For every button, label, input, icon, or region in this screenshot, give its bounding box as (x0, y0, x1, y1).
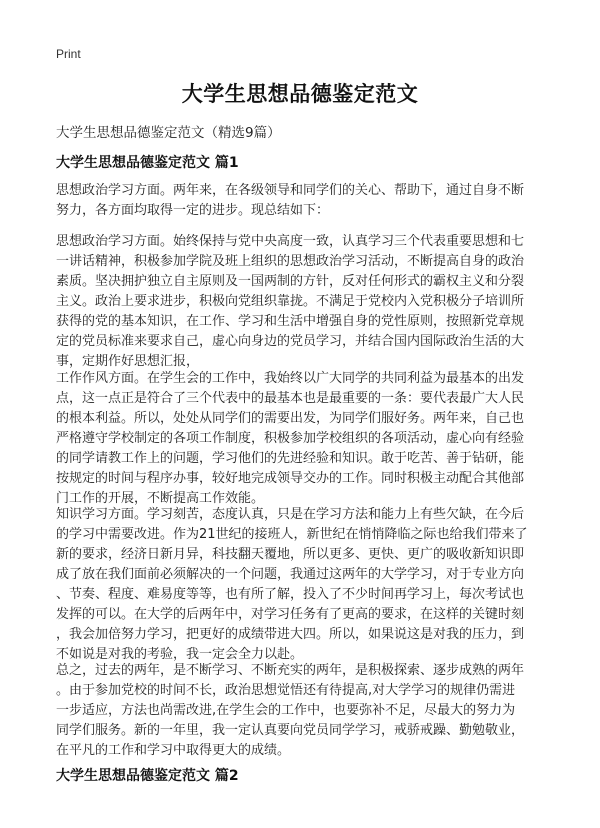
paragraph-line: 的同学请教工作上的问题，学习他们的先进经验和知识。敢于吃苦、善于钻研，能 (56, 451, 525, 466)
paragraph-line: 素质。坚决拥护独立自主原则及一国两制的方针，反对任何形式的霸权主义和分裂 (56, 274, 525, 289)
page-title: 大学生思想品德鉴定范文 (181, 82, 419, 106)
paragraph-line: 按规定的时间与程序办事，较好地完成领导交办的工作。同时积极主动配合其他部 (56, 471, 525, 486)
paragraph-line: 思想政治学习方面。两年来，在各级领导和同学们的关心、帮助下，通过自身不断 (56, 183, 525, 198)
paragraph-summary (56, 661, 548, 761)
paragraph-line: ，我会加倍努力学习，把更好的成绩带进大四。所以，如果说这是对我的压力，到 (56, 627, 525, 642)
paragraph-line: 。由于参加党校的时间不长，政治思想觉悟还有待提高,对大学学习的规律仍需进 (56, 683, 516, 698)
paragraph-line: 一步适应，方法也尚需改进,在学生会的工作中，也要弥补不足，尽最大的努力为 (56, 703, 516, 718)
paragraph-line: 主义。政治上要求进步，积极向党组织靠拢。不满足于党校内入党积极分子培训所 (56, 294, 525, 309)
paragraph-line: 的根本利益。所以，处处从同学们的需要出发，为同学们服好务。两年来，自己也 (56, 411, 525, 426)
print-link[interactable]: Print (56, 47, 81, 61)
paragraph-line: 不如说是对我的考验，我一定会全力以赴。 (56, 647, 304, 662)
paragraph-line: 获得的党的基本知识，在工作、学习和生活中增强自身的党性原则，按照新党章规 (56, 314, 525, 329)
paragraph-line: 、节奏、程度、难易度等等，也有所了解，投入了不少时间再学习上，每次考试也 (56, 587, 525, 602)
paragraph-intro (56, 181, 548, 221)
paragraph-line: 总之，过去的两年，是不断学习、不断充实的两年，是积极探索、逐步成熟的两年 (56, 663, 525, 678)
paragraph-line: 点，这一点正是符合了三个代表中的最基本也是最重要的一条：要代表最广大人民 (56, 391, 525, 406)
paragraph-line: 成了放在我们面前必须解决的一个问题，我通过这两年的大学学习，对于专业方向 (56, 567, 525, 582)
paragraph-line: 门工作的开展，不断提高工作效能。 (56, 491, 265, 506)
paragraph-line: 努力，各方面均取得一定的进步。现总结如下： (56, 203, 330, 218)
paragraph-line: 发挥的可以。在大学的后两年中，对学习任务有了更高的要求，在这样的关键时刻 (56, 607, 525, 622)
paragraph-line: 的学习中需要改进。作为21世纪的接班人，新世纪在悄悄降临之际也给我们带来了 (56, 527, 528, 542)
paragraph-work-style (56, 369, 548, 509)
paragraph-line: 同学们服务。新的一年里，我一定认真要向党员同学学习，戒骄戒躁、勤勉敬业， (56, 723, 525, 738)
paragraph-line: 在平凡的工作和学习中取得更大的成绩。 (56, 743, 291, 758)
paragraph-line: 思想政治学习方面。始终保持与党中央高度一致，认真学习三个代表重要思想和七 (56, 234, 525, 249)
section-heading-2: 大学生思想品德鉴定范文 篇2 (56, 768, 239, 784)
paragraph-line: 知识学习方面。学习刻苦，态度认真，只是在学习方法和能力上有些欠缺，在今后 (56, 507, 525, 522)
paragraph-line: 定的党员标准来要求自己，虚心向身边的党员学习，并结合国内国际政治生活的大 (56, 334, 525, 349)
paragraph-line: 新的要求，经济日新月异，科技翻天覆地，所以更多、更快、更广的吸收新知识即 (56, 547, 525, 562)
paragraph-line: 事，定期作好思想汇报， (56, 354, 200, 369)
document-subtitle: 大学生思想品德鉴定范文（精选9篇） (56, 125, 281, 141)
paragraph-line: 严格遵守学校制定的各项工作制度，积极参加学校组织的各项活动，虚心向有经验 (56, 431, 525, 446)
paragraph-line: 一讲话精神，积极参加学院及班上组织的思想政治学习活动，不断提高自身的政治 (56, 254, 525, 269)
paragraph-political-study (56, 232, 548, 372)
section-heading-1: 大学生思想品德鉴定范文 篇1 (56, 155, 239, 171)
paragraph-line: 工作作风方面。在学生会的工作中，我始终以广大同学的共同利益为最基本的出发 (56, 371, 525, 386)
paragraph-knowledge-study (56, 505, 548, 665)
